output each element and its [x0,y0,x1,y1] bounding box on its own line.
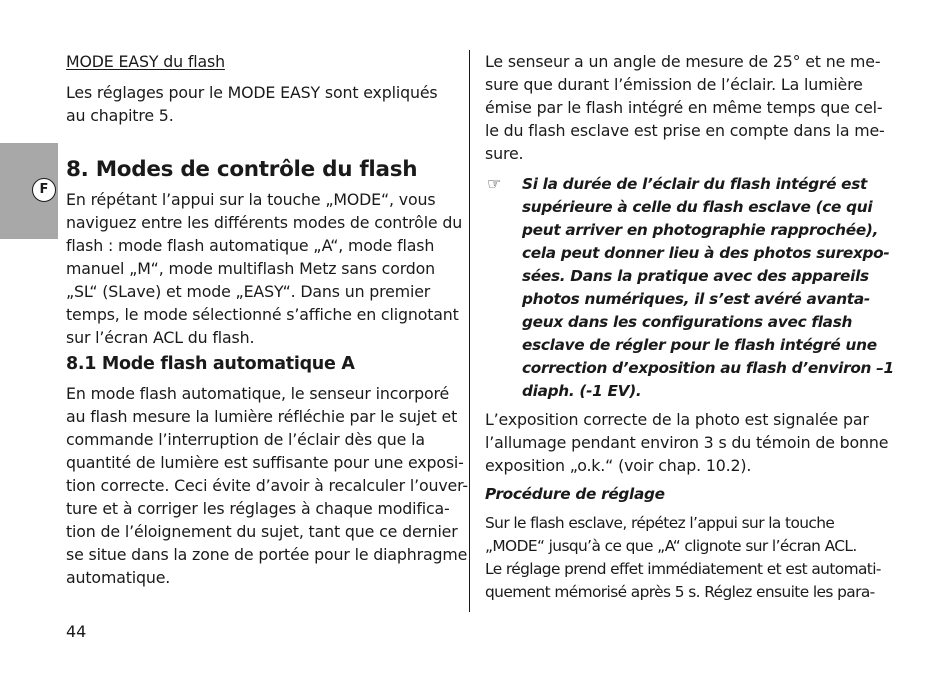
note-line: supérieure à celle du flash esclave (ce qui [522,198,873,216]
paragraph-line: émise par le flash intégré en même temps que cel- [485,98,883,117]
paragraph-line: temps, le mode sélectionné s’affiche en clignotant [66,305,459,324]
note-line: correction d’exposition au flash d’environ –1 [522,359,894,377]
paragraph-line: En mode flash automatique, le senseur incorporé [66,384,450,403]
paragraph-line: En répétant l’appui sur la touche „MODE“, vous [66,190,436,209]
paragraph-line: se situe dans la zone de portée pour le diaphragme [66,545,468,564]
note-line: photos numériques, il s’est avéré avanta- [522,290,870,308]
note-line: sées. Dans la pratique avec des appareils [522,267,869,285]
note-line: geux dans les configurations avec flash [522,313,853,331]
paragraph-line: sure. [485,144,524,163]
language-tab-label: F [32,178,56,202]
intro-line: Les réglages pour le MODE EASY sont expliqués [66,83,438,102]
note-line: diaph. (-1 EV). [522,382,642,400]
page-number: 44 [66,622,87,641]
procedure-heading: Procédure de réglage [485,485,665,503]
paragraph-line: naviguez entre les différents modes de contrôle du [66,213,463,232]
column-divider [469,50,470,612]
paragraph-line: sure que durant l’émission de l’éclair. La lumière [485,75,863,94]
paragraph-line: l’allumage pendant environ 3 s du témoin de bonne [485,433,889,452]
note-line: peut arriver en photographie rapprochée), [522,221,879,239]
note-line: esclave de régler pour le flash intégré une [522,336,877,354]
subsection-heading: 8.1 Mode flash automatique A [66,354,355,374]
note-line: cela peut donner lieu à des photos surexpo- [522,244,890,262]
paragraph-line: „SL“ (SLave) et mode „EASY“. Dans un premier [66,282,431,301]
easy-mode-subheading: MODE EASY du flash [66,52,225,71]
paragraph-line: Le senseur a un angle de mesure de 25° et ne me- [485,52,881,71]
paragraph-line: L’exposition correcte de la photo est signalée par [485,410,869,429]
note-line: Si la durée de l’éclair du flash intégré est [522,175,868,193]
paragraph-line: au flash mesure la lumière réfléchie par le sujet et [66,407,458,426]
paragraph-line: „MODE“ jusqu’à ce que „A“ clignote sur l’écran ACL. [485,537,857,555]
paragraph-line: tion de l’éloignement du sujet, tant que ce dernier [66,522,458,541]
section-heading: 8. Modes de contrôle du flash [66,157,418,182]
paragraph-line: Le réglage prend effet immédiatement et est automati- [485,560,881,578]
intro-line: au chapitre 5. [66,106,174,125]
pointing-hand-icon: ☞ [487,174,502,193]
paragraph-line: quantité de lumière est suffisante pour une exposi- [66,453,464,472]
paragraph-line: tion correcte. Ceci évite d’avoir à recalculer l’ouver- [66,476,468,495]
paragraph-line: sur l’écran ACL du flash. [66,328,255,347]
paragraph-line: quement mémorisé après 5 s. Réglez ensuite les para- [485,583,875,601]
paragraph-line: exposition „o.k.“ (voir chap. 10.2). [485,456,752,475]
paragraph-line: flash : mode flash automatique „A“, mode flash [66,236,435,255]
paragraph-line: commande l’interruption de l’éclair dès que la [66,430,425,449]
paragraph-line: le du flash esclave est prise en compte dans la me- [485,121,885,140]
paragraph-line: manuel „M“, mode multiflash Metz sans cordon [66,259,436,278]
paragraph-line: Sur le flash esclave, répétez l’appui sur la touche [485,514,835,532]
paragraph-line: ture et à corriger les réglages à chaque modifica- [66,499,450,518]
paragraph-line: automatique. [66,568,171,587]
